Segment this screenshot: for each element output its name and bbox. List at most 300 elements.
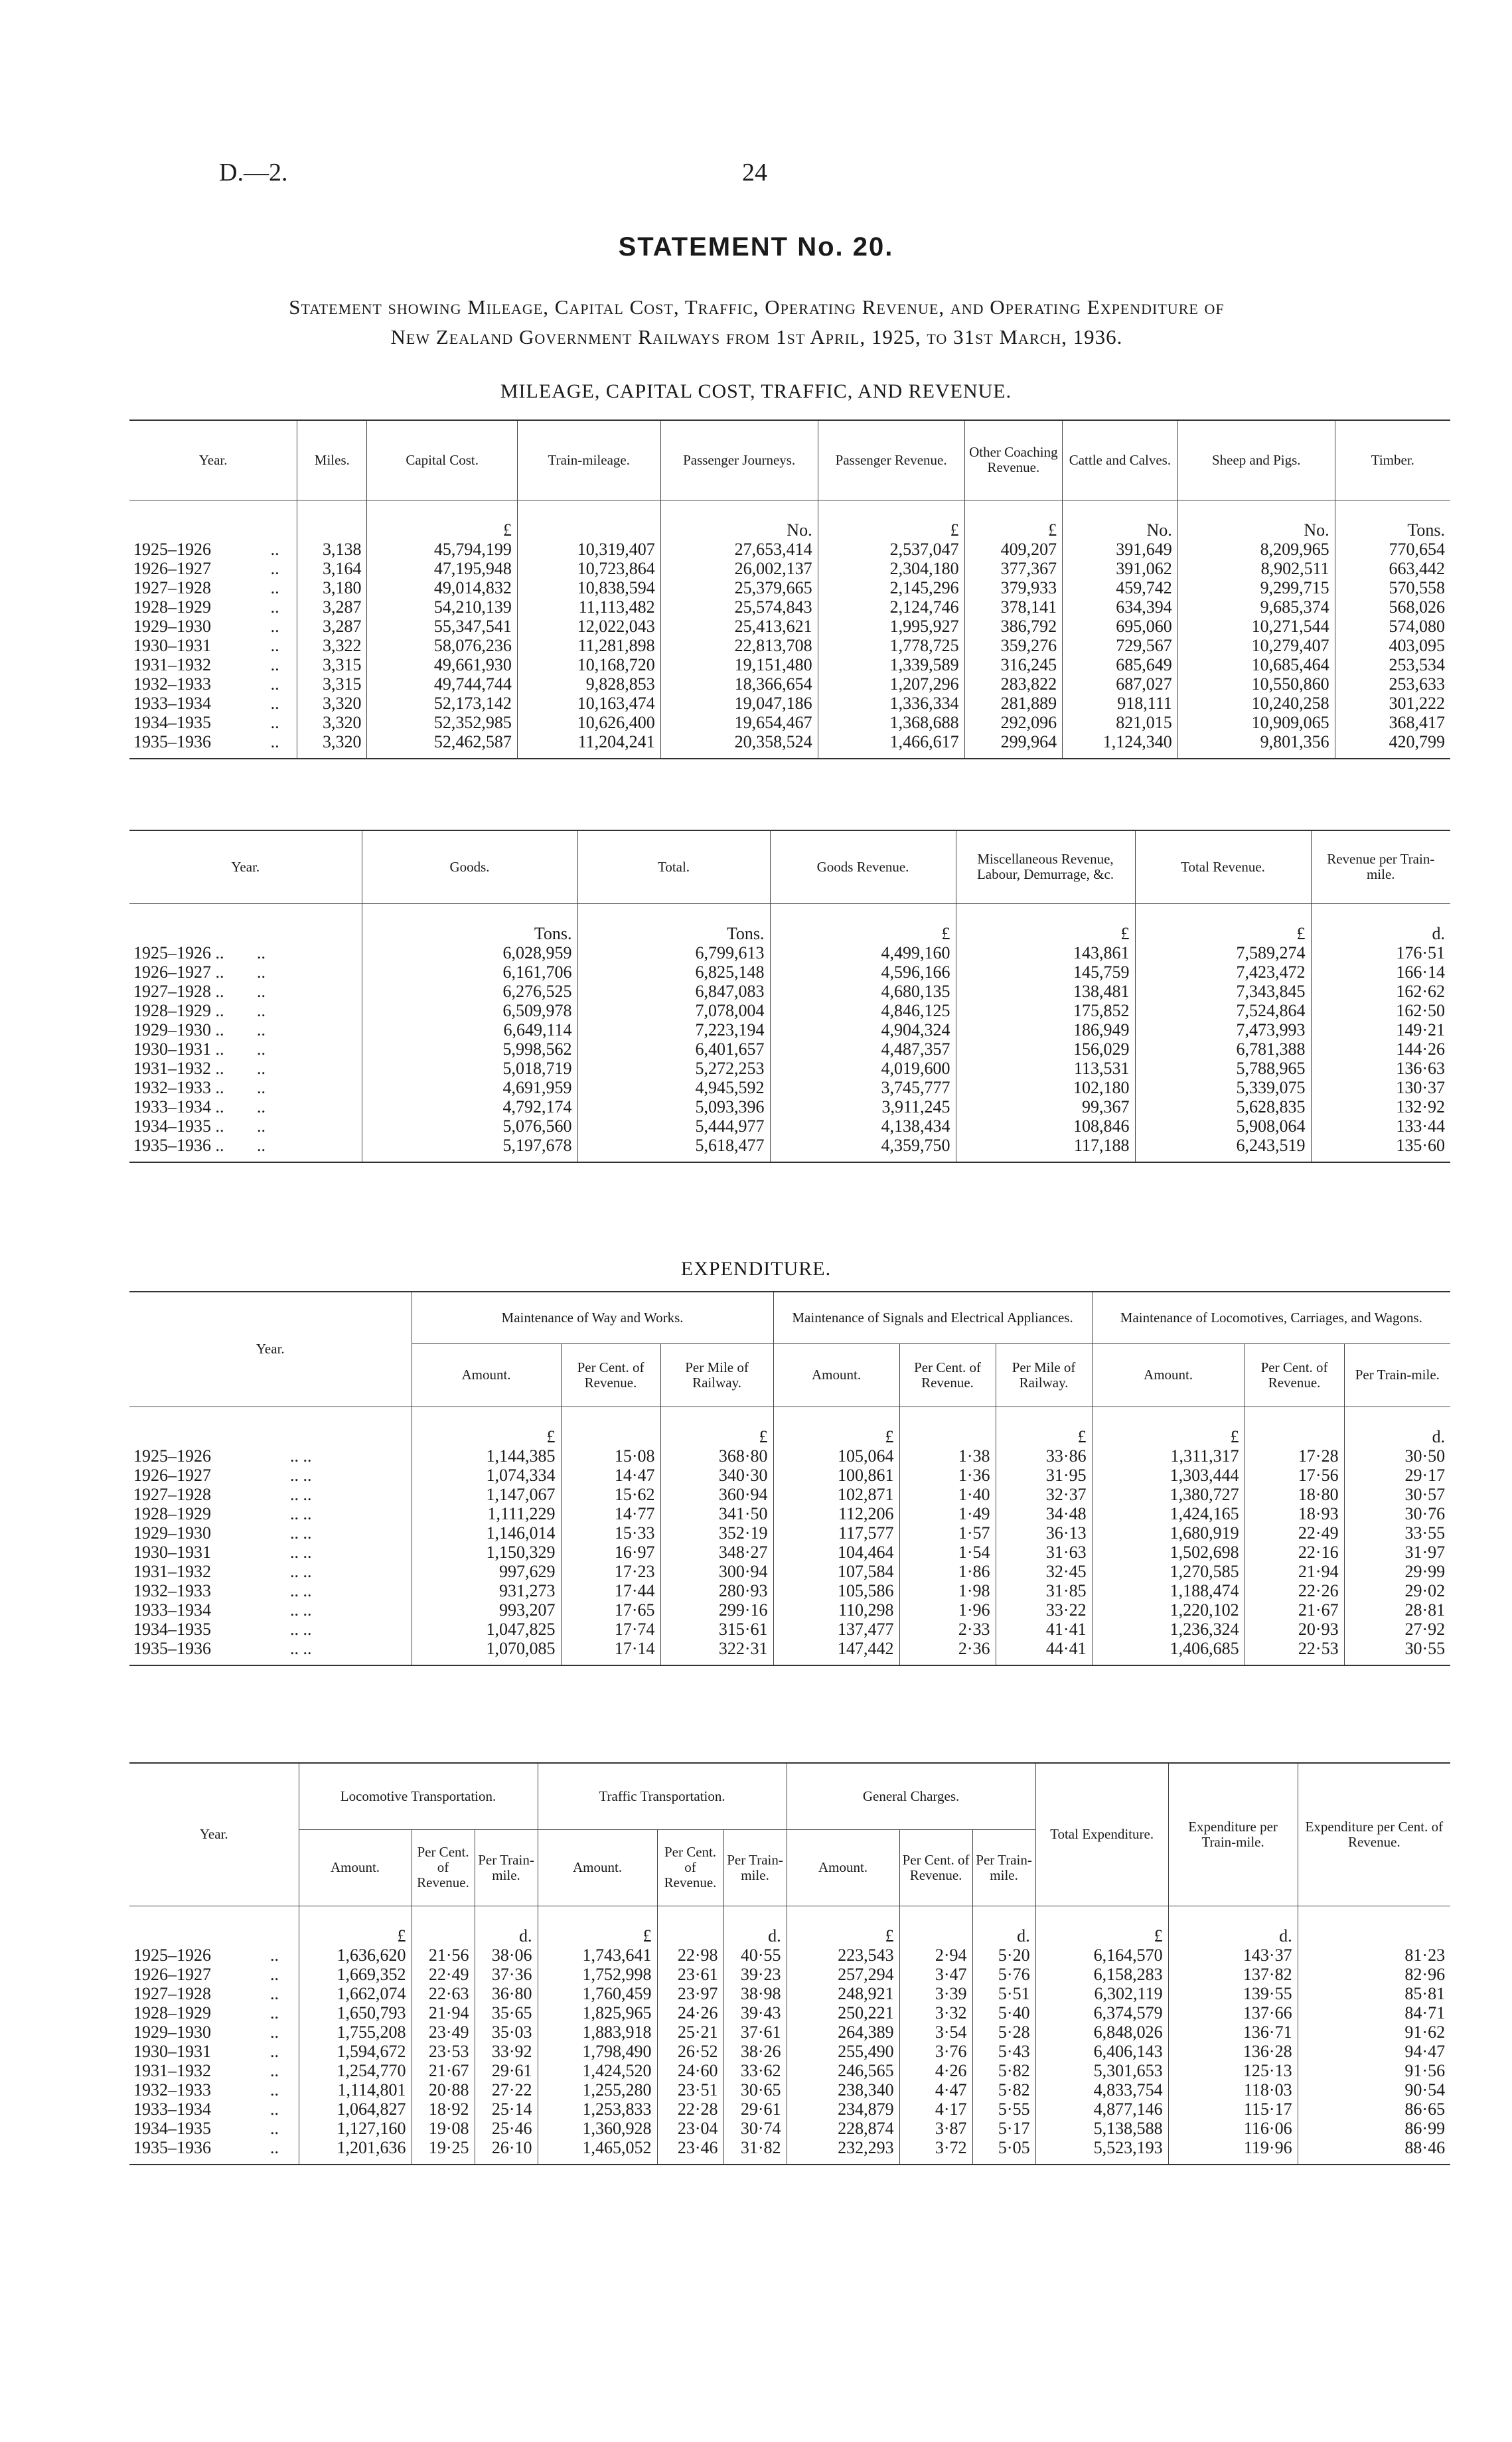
- table-cell: 4,691,959: [362, 1078, 577, 1097]
- table-cell: 31·95: [996, 1466, 1092, 1485]
- header-total-expenditure: Total Expenditure.: [1035, 1763, 1168, 1906]
- table-cell: 11,281,898: [517, 636, 660, 655]
- table-cell: 162·50: [1311, 1001, 1450, 1020]
- table-cell: 32·37: [996, 1485, 1092, 1504]
- table-cell: 23·04: [657, 2119, 723, 2138]
- section-heading-mileage: MILEAGE, CAPITAL COST, TRAFFIC, AND REVENUE.: [500, 380, 1012, 402]
- table-cell: 18·92: [412, 2099, 475, 2119]
- year-cell: 1933–1934: [133, 2099, 211, 2119]
- table-row: [129, 1984, 1450, 2003]
- header-signals-per-mile: Per Mile of Railway.: [996, 1343, 1092, 1407]
- year-cell: 1927–1928: [133, 577, 211, 597]
- table-cell: 3,287: [297, 597, 367, 617]
- table-cell: 687,027: [1063, 674, 1178, 694]
- section-heading-expenditure: EXPENDITURE.: [680, 1258, 832, 1280]
- table-cell: 1,311,317: [1092, 1446, 1245, 1466]
- leader-dots: ..: [257, 1097, 265, 1116]
- year-cell: 1928–1929: [133, 2003, 211, 2022]
- table-cell: 25,574,843: [660, 597, 818, 617]
- table-cell: 30·76: [1344, 1504, 1450, 1523]
- group-traffic-transportation: Traffic Transportation.: [538, 1763, 787, 1829]
- expenditure-transport-table: [129, 1762, 1450, 2165]
- table-cell: 420,799: [1335, 732, 1450, 759]
- leader-dots: .. ..: [290, 1600, 312, 1620]
- year-cell: 1934–1935 ..: [133, 1116, 224, 1136]
- table-cell: 1·96: [899, 1600, 996, 1620]
- table-row: [129, 962, 1450, 982]
- table-cell: 1,424,165: [1092, 1504, 1245, 1523]
- unit-loco-amount: £: [1092, 1407, 1245, 1446]
- table-cell: 5·82: [972, 2080, 1035, 2099]
- header-year: Year.: [129, 1292, 412, 1407]
- year-cell: 1926–1927: [133, 1465, 211, 1485]
- leader-dots: .. ..: [289, 1639, 412, 1665]
- table-cell: 125·13: [1168, 2061, 1298, 2080]
- table-cell: 29·02: [1344, 1581, 1450, 1600]
- leader-dots: ..: [257, 1039, 265, 1059]
- table-cell: 23·51: [657, 2080, 723, 2099]
- table-cell: 4,596,166: [770, 962, 956, 982]
- table-cell: 5·40: [972, 2003, 1035, 2022]
- table-cell: 31·97: [1344, 1543, 1450, 1562]
- table-cell: 29·61: [723, 2099, 787, 2119]
- group-general-charges: General Charges.: [787, 1763, 1035, 1829]
- leader-dots: .. ..: [290, 1561, 312, 1581]
- table-cell: 2,537,047: [818, 540, 964, 559]
- unit-traffic-per-train-mile: d.: [723, 1906, 787, 1946]
- leader-dots: ..: [257, 1116, 265, 1136]
- table-cell: 3·76: [899, 2042, 972, 2061]
- table-cell: 1,201,636: [299, 2138, 412, 2165]
- table-cell: 38·98: [723, 1984, 787, 2003]
- table-cell: 117,188: [956, 1136, 1135, 1162]
- table-cell: 1,424,520: [538, 2061, 657, 2080]
- table-cell: 137·82: [1168, 1965, 1298, 1984]
- table-cell: 340·30: [660, 1466, 773, 1485]
- table-cell: 4,499,160: [770, 943, 956, 962]
- header-way-per-mile: Per Mile of Railway.: [660, 1343, 773, 1407]
- table-cell: 386,792: [964, 617, 1062, 636]
- table-cell: 2,124,746: [818, 597, 964, 617]
- unit-total-revenue: £: [1135, 903, 1311, 943]
- table-cell: 6,276,525: [362, 982, 577, 1001]
- leader-dots: ..: [257, 1020, 265, 1039]
- table-cell: 1·38: [899, 1446, 996, 1466]
- leader-dots: ..: [270, 712, 279, 732]
- goods-revenue-table-body: [129, 903, 1450, 1162]
- table-row: [129, 1581, 1450, 1600]
- leader-dots: ..: [269, 732, 297, 759]
- header-capital-cost: Capital Cost.: [367, 420, 517, 500]
- table-cell: 6,374,579: [1035, 2003, 1168, 2022]
- table-cell: 1,368,688: [818, 713, 964, 732]
- year-cell: 1928–1929 ..: [133, 1000, 224, 1020]
- leader-dots: ..: [270, 597, 279, 617]
- table-cell: 17·23: [561, 1562, 660, 1581]
- header-way-percent: Per Cent. of Revenue.: [561, 1343, 660, 1407]
- table-cell: 118·03: [1168, 2080, 1298, 2099]
- table-cell: 3,320: [297, 732, 367, 759]
- table-cell: 3·47: [899, 1965, 972, 1984]
- table-cell: 821,015: [1063, 713, 1178, 732]
- table-cell: 23·49: [412, 2022, 475, 2042]
- leader-dots: ..: [270, 1983, 279, 2003]
- table-cell: 7,078,004: [577, 1001, 770, 1020]
- unit-passenger-journeys: No.: [660, 500, 818, 540]
- table-row: [129, 2080, 1450, 2099]
- header-passenger-revenue: Passenger Revenue.: [818, 420, 964, 500]
- table-cell: 6,847,083: [577, 982, 770, 1001]
- table-cell: 8,902,511: [1177, 559, 1335, 578]
- table-cell: 391,649: [1063, 540, 1178, 559]
- table-cell: 4·26: [899, 2061, 972, 2080]
- table-cell: 2,145,296: [818, 578, 964, 597]
- table-cell: 685,649: [1063, 655, 1178, 674]
- table-row: [129, 2138, 1450, 2165]
- table-row: [129, 1504, 1450, 1523]
- header-total: Total.: [577, 830, 770, 903]
- table-cell: 23·97: [657, 1984, 723, 2003]
- table-cell: 238,340: [787, 2080, 899, 2099]
- table-cell: 4,138,434: [770, 1116, 956, 1136]
- table-cell: 283,822: [964, 674, 1062, 694]
- leader-dots: ..: [257, 981, 265, 1001]
- table-cell: 4,846,125: [770, 1001, 956, 1020]
- table-cell: 139·55: [1168, 1984, 1298, 2003]
- table-cell: 1,502,698: [1092, 1543, 1245, 1562]
- table-cell: 223,543: [787, 1946, 899, 1965]
- table-cell: 993,207: [412, 1600, 561, 1620]
- table-cell: 22·63: [412, 1984, 475, 2003]
- table-cell: 49,014,832: [367, 578, 517, 597]
- table-cell: 55,347,541: [367, 617, 517, 636]
- table-cell: 29·61: [475, 2061, 538, 2080]
- header-year: Year.: [129, 830, 362, 903]
- table-cell: 1,466,617: [818, 732, 964, 759]
- leader-dots: ..: [256, 1136, 362, 1162]
- table-cell: 570,558: [1335, 578, 1450, 597]
- unit-loco-amount: £: [299, 1906, 412, 1946]
- table-cell: 119·96: [1168, 2138, 1298, 2165]
- table-cell: 25·21: [657, 2022, 723, 2042]
- table-cell: 5·05: [972, 2138, 1035, 2165]
- table-cell: 105,586: [773, 1581, 899, 1600]
- table-cell: 6,848,026: [1035, 2022, 1168, 2042]
- unit-way-amount: £: [412, 1407, 561, 1446]
- table-cell: 11,204,241: [517, 732, 660, 759]
- table-cell: 1,144,385: [412, 1446, 561, 1466]
- year-cell: 1933–1934: [133, 1600, 211, 1620]
- leader-dots: .. ..: [290, 1542, 312, 1562]
- table-cell: 301,222: [1335, 694, 1450, 713]
- table-cell: 117,577: [773, 1523, 899, 1543]
- table-cell: 38·26: [723, 2042, 787, 2061]
- mileage-table: [129, 420, 1450, 759]
- leader-dots: ..: [257, 962, 265, 982]
- table-cell: 186,949: [956, 1020, 1135, 1039]
- table-cell: 104,464: [773, 1543, 899, 1562]
- table-cell: 3·54: [899, 2022, 972, 2042]
- table-cell: 4,792,174: [362, 1097, 577, 1116]
- table-cell: 255,490: [787, 2042, 899, 2061]
- table-cell: 729,567: [1063, 636, 1178, 655]
- header-total-revenue: Total Revenue.: [1135, 830, 1311, 903]
- table-cell: 136·71: [1168, 2022, 1298, 2042]
- table-cell: 143,861: [956, 943, 1135, 962]
- table-cell: 1,662,074: [299, 1984, 412, 2003]
- table-cell: 110,298: [773, 1600, 899, 1620]
- leader-dots: .. ..: [290, 1580, 312, 1600]
- table-cell: 49,661,930: [367, 655, 517, 674]
- table-cell: 26·10: [475, 2138, 538, 2165]
- leader-dots: ..: [257, 1000, 265, 1020]
- table-cell: 130·37: [1311, 1078, 1450, 1097]
- table-cell: 377,367: [964, 559, 1062, 578]
- table-cell: 19·25: [412, 2138, 475, 2165]
- table-cell: 21·56: [412, 1946, 475, 1965]
- table-cell: 281,889: [964, 694, 1062, 713]
- table-cell: 1,760,459: [538, 1984, 657, 2003]
- year-cell: 1925–1926: [133, 1945, 211, 1965]
- header-other-coaching-revenue: Other Coaching Revenue.: [964, 420, 1062, 500]
- table-row: [129, 1543, 1450, 1562]
- table-cell: 3,911,245: [770, 1097, 956, 1116]
- table-cell: 4,945,592: [577, 1078, 770, 1097]
- table-cell: 116·06: [1168, 2119, 1298, 2138]
- table-cell: 2·36: [899, 1639, 996, 1665]
- table-cell: 17·14: [561, 1639, 660, 1665]
- table-row: [129, 982, 1450, 1001]
- table-cell: 21·94: [412, 2003, 475, 2022]
- table-cell: 5,018,719: [362, 1059, 577, 1078]
- table-cell: 5,788,965: [1135, 1059, 1311, 1078]
- table-cell: 20,358,524: [660, 732, 818, 759]
- title-line-1: Statement showing Mileage, Capital Cost, Traffic, Operating Revenue, and Operating Expenditure of: [289, 295, 1225, 319]
- header-timber: Timber.: [1335, 420, 1450, 500]
- unit-row: [129, 1906, 1450, 1946]
- table-cell: 9,828,853: [517, 674, 660, 694]
- table-cell: 23·46: [657, 2138, 723, 2165]
- table-row: [129, 674, 1450, 694]
- table-row: [129, 617, 1450, 636]
- table-cell: 299,964: [964, 732, 1062, 759]
- table-cell: 1,207,296: [818, 674, 964, 694]
- table-cell: 1,147,067: [412, 1485, 561, 1504]
- table-cell: 44·41: [996, 1639, 1092, 1665]
- leader-dots: ..: [270, 1945, 279, 1965]
- unit-row: [129, 500, 1450, 540]
- table-cell: 15·62: [561, 1485, 660, 1504]
- table-cell: 99,367: [956, 1097, 1135, 1116]
- table-cell: 147,442: [773, 1639, 899, 1665]
- table-cell: 6,649,114: [362, 1020, 577, 1039]
- header-expenditure-percent-revenue: Expenditure per Cent. of Revenue.: [1298, 1763, 1450, 1906]
- document-reference: D.—2.: [219, 159, 288, 187]
- unit-misc-revenue: £: [956, 903, 1135, 943]
- header-signals-percent: Per Cent. of Revenue.: [899, 1343, 996, 1407]
- table-cell: 931,273: [412, 1581, 561, 1600]
- table-cell: 1,070,085: [412, 1639, 561, 1665]
- table-cell: 30·74: [723, 2119, 787, 2138]
- table-cell: 10,319,407: [517, 540, 660, 559]
- table-cell: 25,379,665: [660, 578, 818, 597]
- table-cell: 25·46: [475, 2119, 538, 2138]
- table-cell: 26·52: [657, 2042, 723, 2061]
- table-cell: 918,111: [1063, 694, 1178, 713]
- table-cell: 1·57: [899, 1523, 996, 1543]
- table-cell: 1,406,685: [1092, 1639, 1245, 1665]
- table-cell: 634,394: [1063, 597, 1178, 617]
- statement-number: STATEMENT No. 20.: [618, 232, 894, 262]
- table-cell: 3,164: [297, 559, 367, 578]
- table-cell: 1,047,825: [412, 1620, 561, 1639]
- table-cell: 348·27: [660, 1543, 773, 1562]
- table-cell: 33·62: [723, 2061, 787, 2080]
- table-cell: 1,650,793: [299, 2003, 412, 2022]
- title-line-2: New Zealand Government Railways from 1st April, 1925, to 31st March, 1936.: [390, 325, 1123, 348]
- statement-title: [93, 292, 1420, 352]
- table-cell: 31·82: [723, 2138, 787, 2165]
- table-row: [129, 1620, 1450, 1639]
- year-cell: 1927–1928: [133, 1983, 211, 2003]
- table-row: [129, 1097, 1450, 1116]
- header-loco-amount: Amount.: [299, 1829, 412, 1906]
- table-cell: 113,531: [956, 1059, 1135, 1078]
- header-loco-percent: Per Cent. of Revenue.: [1245, 1343, 1344, 1407]
- table-cell: 378,141: [964, 597, 1062, 617]
- leader-dots: ..: [269, 2138, 299, 2165]
- table-cell: 58,076,236: [367, 636, 517, 655]
- table-cell: 9,801,356: [1177, 732, 1335, 759]
- header-general-percent: Per Cent. of Revenue.: [899, 1829, 972, 1906]
- leader-dots: ..: [270, 616, 279, 636]
- leader-dots: .. ..: [290, 1484, 312, 1504]
- year-cell: 1935–1936: [129, 732, 269, 759]
- header-traffic-percent: Per Cent. of Revenue.: [657, 1829, 723, 1906]
- table-cell: 5,998,562: [362, 1039, 577, 1059]
- table-cell: 1,995,927: [818, 617, 964, 636]
- year-cell: 1925–1926: [133, 1446, 211, 1466]
- year-cell: 1930–1931: [133, 2041, 211, 2061]
- table-cell: 1,883,918: [538, 2022, 657, 2042]
- table-cell: 1,636,620: [299, 1946, 412, 1965]
- table-cell: 100,861: [773, 1466, 899, 1485]
- header-goods-revenue: Goods Revenue.: [770, 830, 956, 903]
- table-cell: 1,336,334: [818, 694, 964, 713]
- table-cell: 1,111,229: [412, 1504, 561, 1523]
- table-cell: 3,322: [297, 636, 367, 655]
- year-cell: 1928–1929: [133, 1503, 211, 1523]
- table-cell: 5·28: [972, 2022, 1035, 2042]
- table-cell: 137·66: [1168, 2003, 1298, 2022]
- table-cell: 7,473,993: [1135, 1020, 1311, 1039]
- table-cell: 1,236,324: [1092, 1620, 1245, 1639]
- table-cell: 1,146,014: [412, 1523, 561, 1543]
- table-cell: 91·56: [1298, 2061, 1450, 2080]
- table-row: [129, 1020, 1450, 1039]
- table-row: [129, 943, 1450, 962]
- table-cell: 6,243,519: [1135, 1136, 1311, 1162]
- year-cell: 1935–1936: [129, 2138, 269, 2165]
- table-cell: 3,320: [297, 713, 367, 732]
- table-cell: 1,064,827: [299, 2099, 412, 2119]
- table-row: [129, 559, 1450, 578]
- group-locomotives: Maintenance of Locomotives, Carriages, and Wagons.: [1092, 1292, 1450, 1343]
- table-cell: 162·62: [1311, 982, 1450, 1001]
- leader-dots: .. ..: [290, 1503, 312, 1523]
- table-cell: 4,833,754: [1035, 2080, 1168, 2099]
- table-cell: 4·47: [899, 2080, 972, 2099]
- table-cell: 5·82: [972, 2061, 1035, 2080]
- table-cell: 166·14: [1311, 962, 1450, 982]
- table-cell: 316,245: [964, 655, 1062, 674]
- unit-total-expenditure: £: [1035, 1906, 1168, 1946]
- table-cell: 5,076,560: [362, 1116, 577, 1136]
- table-cell: 37·36: [475, 1965, 538, 1984]
- table-row: [129, 1466, 1450, 1485]
- page-number: 24: [742, 159, 767, 187]
- leader-dots: ..: [270, 2041, 279, 2061]
- table-cell: 10,685,464: [1177, 655, 1335, 674]
- year-cell: 1932–1933: [133, 674, 211, 694]
- year-cell: 1931–1932 ..: [133, 1058, 224, 1078]
- table-cell: 1,465,052: [538, 2138, 657, 2165]
- table-cell: 17·44: [561, 1581, 660, 1600]
- leader-dots: ..: [270, 674, 279, 694]
- table-row: [129, 597, 1450, 617]
- table-cell: 12,022,043: [517, 617, 660, 636]
- table-row: [129, 713, 1450, 732]
- table-cell: 14·77: [561, 1504, 660, 1523]
- table-cell: 10,168,720: [517, 655, 660, 674]
- unit-loco-per-train-mile: d.: [475, 1906, 538, 1946]
- table-cell: 20·88: [412, 2080, 475, 2099]
- unit-goods: Tons.: [362, 903, 577, 943]
- table-cell: 82·96: [1298, 1965, 1450, 1984]
- table-cell: 84·71: [1298, 2003, 1450, 2022]
- table-cell: 6,028,959: [362, 943, 577, 962]
- table-cell: 17·74: [561, 1620, 660, 1639]
- unit-timber: Tons.: [1335, 500, 1450, 540]
- header-expenditure-per-train-mile: Expenditure per Train-mile.: [1168, 1763, 1298, 1906]
- table-cell: 5,093,396: [577, 1097, 770, 1116]
- table-row: [129, 2003, 1450, 2022]
- table-cell: 248,921: [787, 1984, 899, 2003]
- header-revenue-per-train-mile: Revenue per Train-mile.: [1311, 830, 1450, 903]
- table-cell: 341·50: [660, 1504, 773, 1523]
- table-cell: 52,352,985: [367, 713, 517, 732]
- leader-dots: ..: [270, 2022, 279, 2042]
- year-cell: 1935–1936 ..: [129, 1136, 256, 1162]
- leader-dots: ..: [270, 539, 279, 559]
- year-cell: 1932–1933 ..: [133, 1077, 224, 1097]
- table-cell: 6,406,143: [1035, 2042, 1168, 2061]
- table-cell: 300·94: [660, 1562, 773, 1581]
- table-cell: 22·16: [1245, 1543, 1344, 1562]
- table-cell: 1,114,801: [299, 2080, 412, 2099]
- year-cell: 1925–1926 ..: [133, 943, 224, 962]
- table-cell: 54,210,139: [367, 597, 517, 617]
- table-cell: 5·76: [972, 1965, 1035, 1984]
- table-cell: 1,380,727: [1092, 1485, 1245, 1504]
- table-cell: 6,302,119: [1035, 1984, 1168, 2003]
- table-cell: 2·33: [899, 1620, 996, 1639]
- table-cell: 145,759: [956, 962, 1135, 982]
- leader-dots: ..: [257, 1058, 265, 1078]
- table-cell: 22·26: [1245, 1581, 1344, 1600]
- table-cell: 26,002,137: [660, 559, 818, 578]
- leader-dots: ..: [270, 2118, 279, 2138]
